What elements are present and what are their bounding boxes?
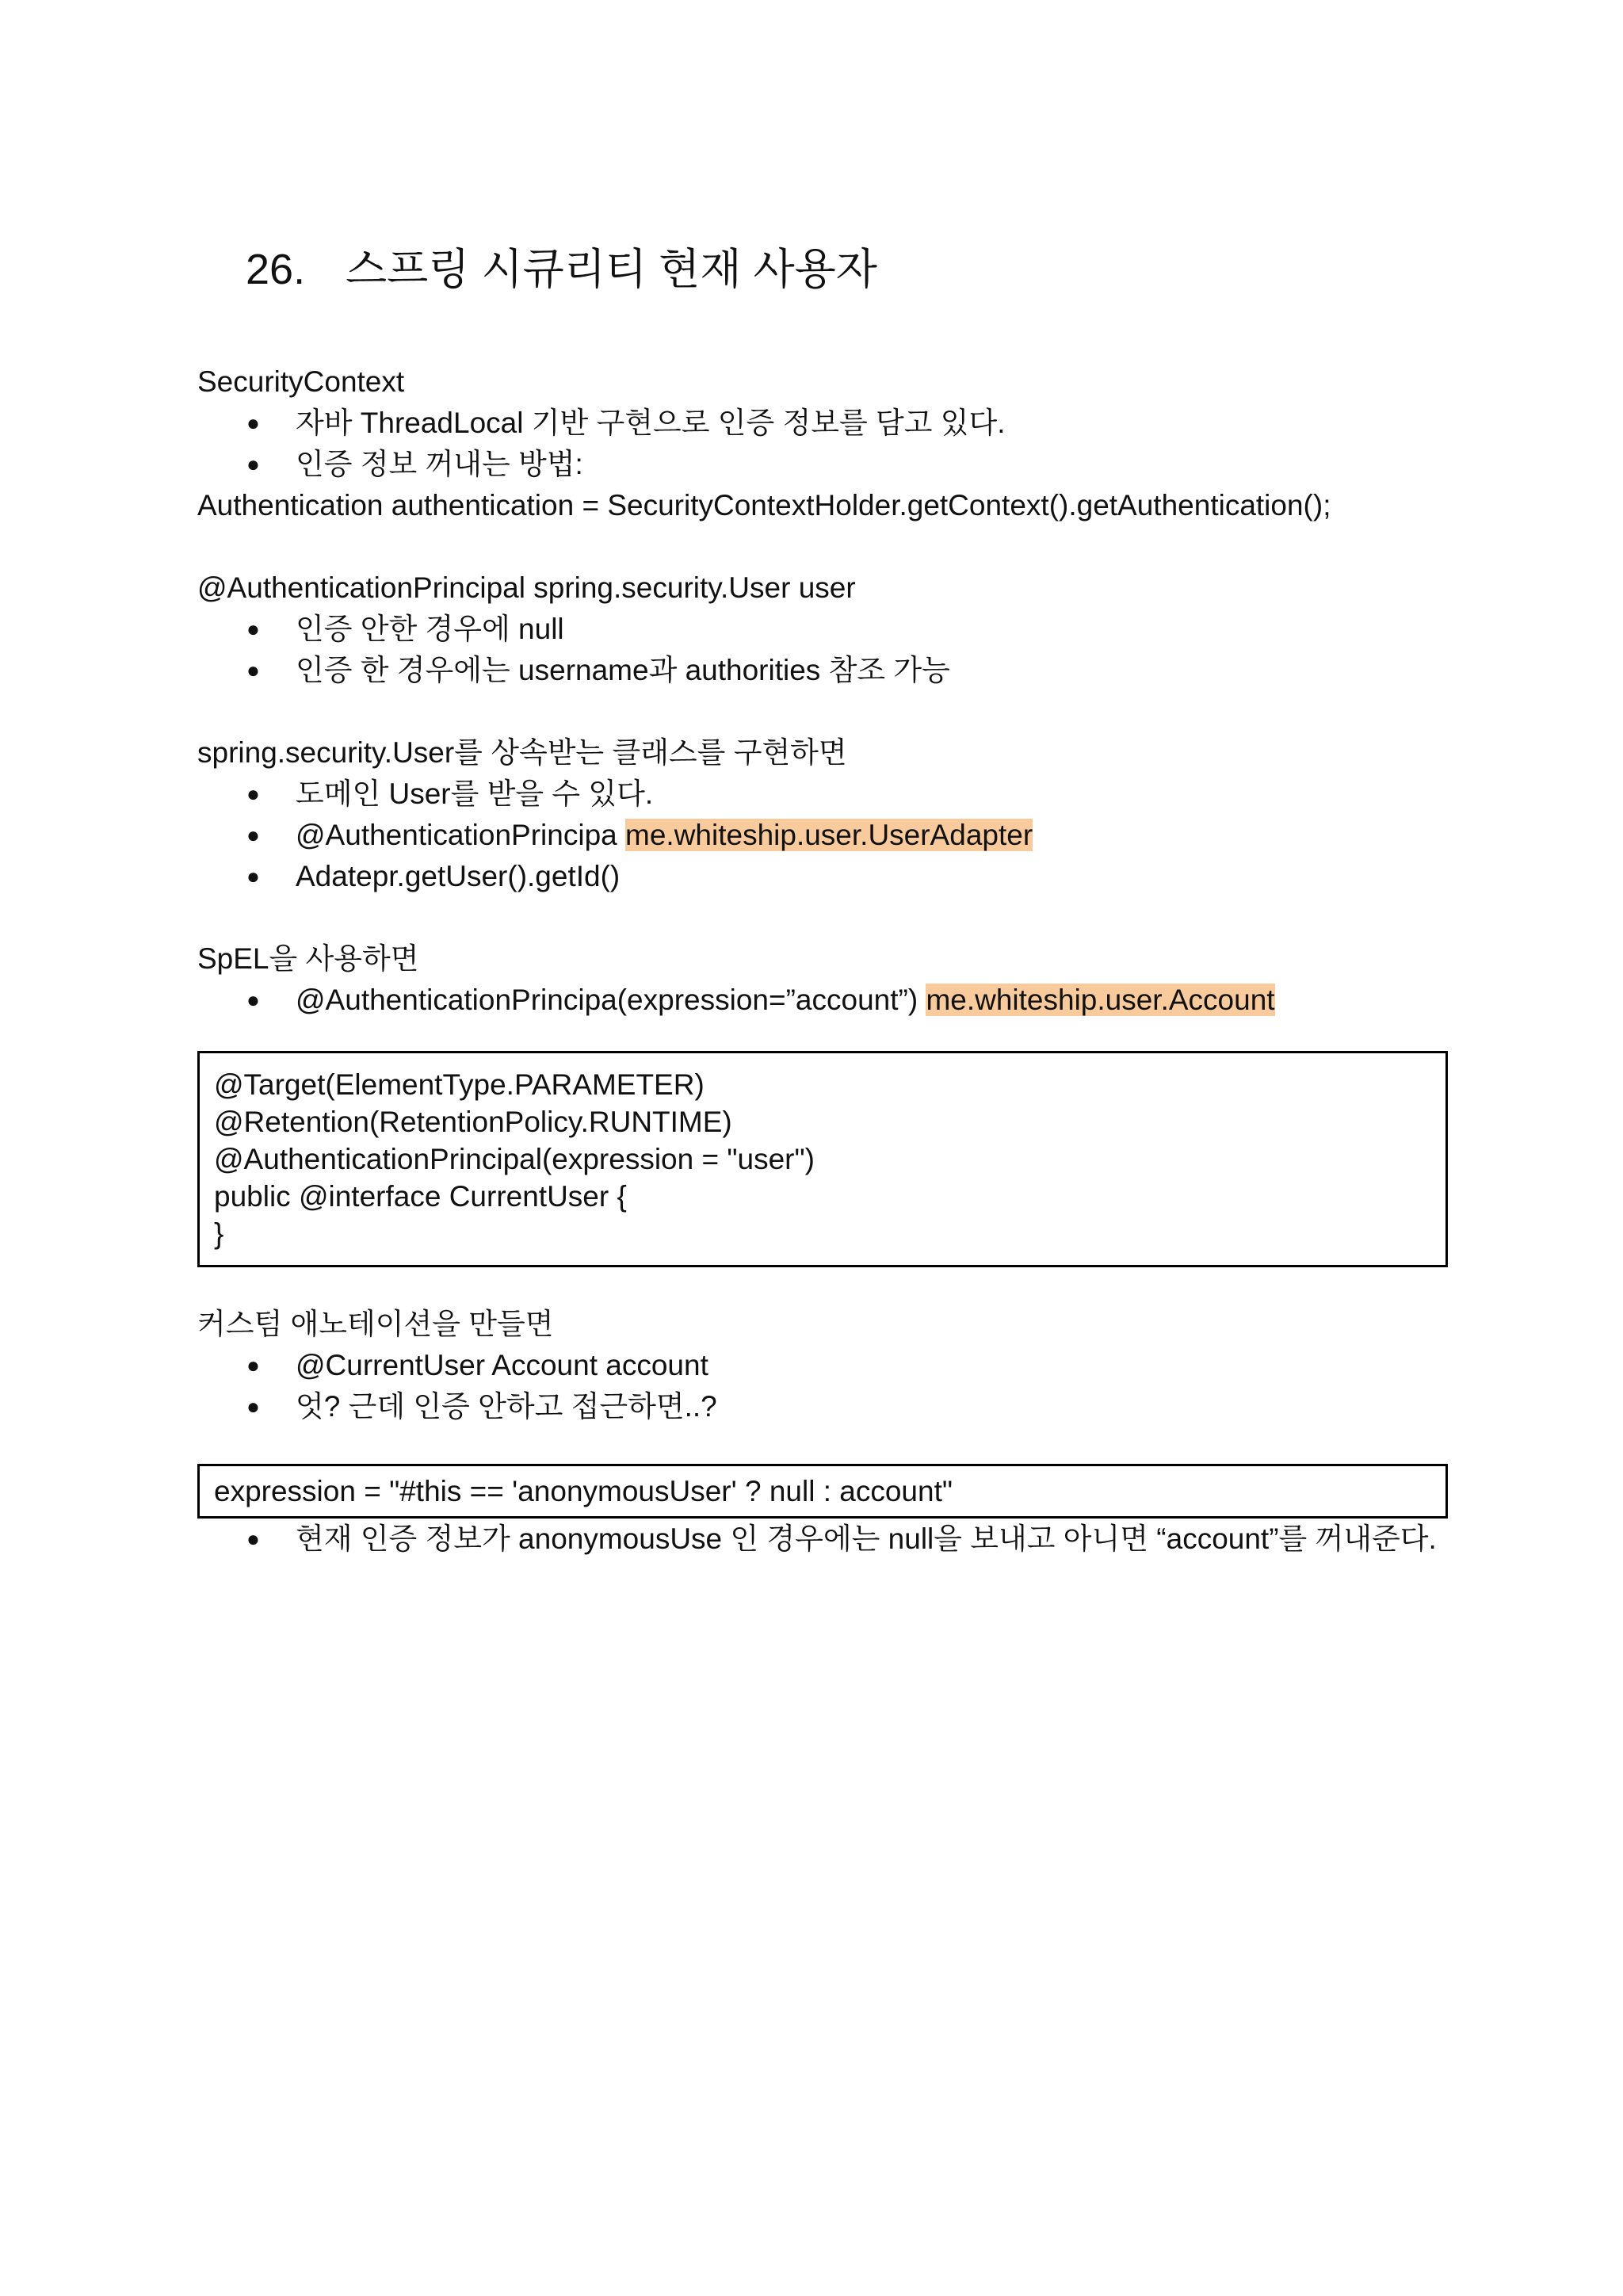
list-item: ● 도메인 User를 받을 수 있다. <box>197 774 1434 815</box>
list-item <box>197 980 1434 1021</box>
document-body <box>197 361 1437 1560</box>
list-item <box>197 815 1434 856</box>
auth-principal-bullets <box>197 609 1434 691</box>
authentication-code-line: Authentication authentication = SecurityContextHolder.getContext().getAuthentication(); <box>197 489 1331 521</box>
spacer <box>197 1427 1434 1464</box>
list-item: ● 인증 정보 꺼내는 방법: <box>197 444 1434 485</box>
expression-code-box <box>197 1464 1448 1519</box>
spacer <box>197 526 1434 567</box>
list-item: ● @CurrentUser Account account <box>197 1345 1434 1386</box>
expression-bullets <box>197 1519 1437 1560</box>
page-title <box>246 238 877 301</box>
list-item: ● 인증 한 경우에는 username과 authorities 참조 가능 <box>197 650 1434 691</box>
list-item: ● 엇? 근데 인증 안하고 접근하면..? <box>197 1386 1434 1427</box>
spacer <box>197 691 1434 732</box>
highlighted-class-name: me.whiteship.user.Account <box>926 984 1275 1016</box>
code-line: @Retention(RetentionPolicy.RUNTIME) <box>214 1106 732 1138</box>
custom-annotation-bullets <box>197 1345 1434 1427</box>
title-number: 26. <box>246 246 306 293</box>
list-item: ● 자바 ThreadLocal 기반 구현으로 인증 정보를 담고 있다. <box>197 403 1434 444</box>
spacer <box>197 897 1434 938</box>
section-heading-extend-user: spring.security.User를 상속받는 클래스를 구현하면 <box>197 736 847 769</box>
code-line: expression = "#this == 'anonymousUser' ? null : account" <box>214 1475 953 1507</box>
section-heading-security-context: SecurityContext <box>197 365 405 398</box>
code-line: @Target(ElementType.PARAMETER) <box>214 1068 705 1101</box>
list-item: ● 현재 인증 정보가 anonymousUse 인 경우에는 null을 보내고 아니면 “account”를 꺼내준다. <box>197 1519 1564 1560</box>
code-line: } <box>214 1217 224 1250</box>
bullet-text: @AuthenticationPrincipa <box>296 819 626 851</box>
title-text: 스프링 시큐리티 현재 사용자 <box>346 246 877 293</box>
annotation-code-box <box>197 1051 1448 1267</box>
code-line: @AuthenticationPrincipal(expression = "user") <box>214 1143 815 1175</box>
security-context-bullets <box>197 403 1434 485</box>
code-line: public @interface CurrentUser { <box>214 1180 627 1213</box>
extend-user-bullets <box>197 774 1434 897</box>
list-item: ● 인증 안한 경우에 null <box>197 609 1434 650</box>
spel-bullets <box>197 980 1434 1021</box>
spacer <box>197 1267 1434 1304</box>
section-heading-auth-principal: @AuthenticationPrincipal spring.security.User user <box>197 571 856 604</box>
spacer <box>197 1021 1434 1051</box>
bullet-text: @AuthenticationPrincipa(expression=”account”) <box>296 984 926 1016</box>
section-heading-spel: SpEL을 사용하면 <box>197 942 419 975</box>
section-heading-custom-annotation: 커스텀 애노테이션을 만들면 <box>197 1308 554 1340</box>
list-item: ● Adatepr.getUser().getId() <box>197 856 1434 897</box>
highlighted-class-name: me.whiteship.user.UserAdapter <box>625 819 1033 851</box>
